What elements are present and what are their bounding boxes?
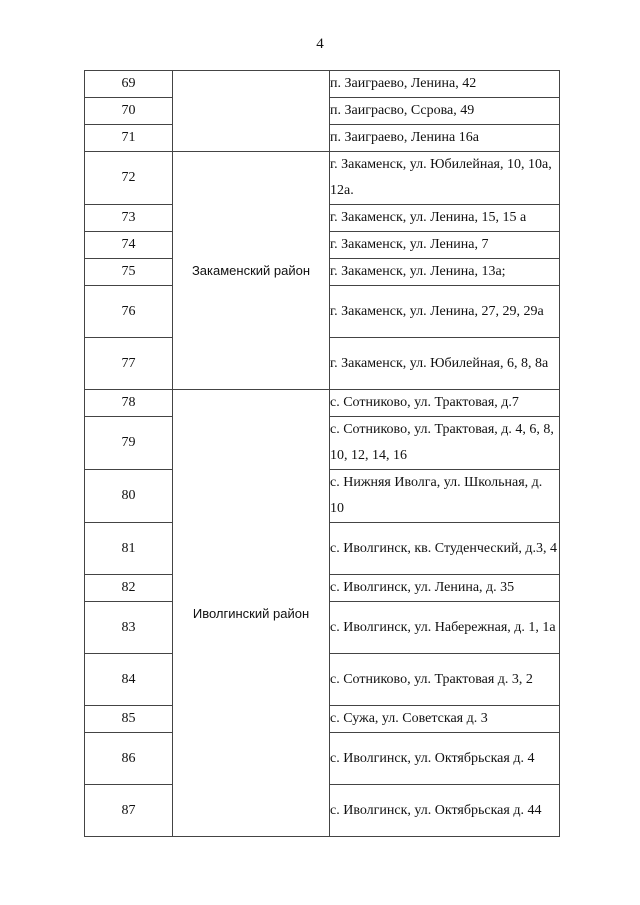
row-number: 70 xyxy=(85,98,173,125)
row-number: 75 xyxy=(85,259,173,286)
address-cell: г. Закаменск, ул. Ленина, 15, 15 а xyxy=(330,205,560,232)
district-cell xyxy=(173,71,330,152)
row-number: 71 xyxy=(85,125,173,152)
address-cell: п. Заиграево, Ленина, 42 xyxy=(330,71,560,98)
row-number: 77 xyxy=(85,338,173,390)
row-number: 86 xyxy=(85,733,173,785)
address-cell: с. Сотниково, ул. Трактовая д. 3, 2 xyxy=(330,654,560,706)
row-number: 84 xyxy=(85,654,173,706)
row-number: 74 xyxy=(85,232,173,259)
address-cell: г. Закаменск, ул. Юбилейная, 6, 8, 8а xyxy=(330,338,560,390)
district-cell: Иволгинский район xyxy=(173,390,330,837)
table-row xyxy=(85,152,560,205)
address-cell: г. Закаменск, ул. Ленина, 27, 29, 29а xyxy=(330,286,560,338)
address-cell: с. Иволгинск, кв. Студенческий, д.3, 4 xyxy=(330,523,560,575)
address-cell: с. Сужа, ул. Советская д. 3 xyxy=(330,706,560,733)
row-number: 78 xyxy=(85,390,173,417)
row-number: 79 xyxy=(85,417,173,470)
address-cell: с. Сотниково, ул. Трактовая, д.7 xyxy=(330,390,560,417)
row-number: 76 xyxy=(85,286,173,338)
row-number: 85 xyxy=(85,706,173,733)
district-cell: Закаменский район xyxy=(173,152,330,390)
address-cell: с. Иволгинск, ул. Набережная, д. 1, 1а xyxy=(330,602,560,654)
row-number: 72 xyxy=(85,152,173,205)
row-number: 82 xyxy=(85,575,173,602)
row-number: 80 xyxy=(85,470,173,523)
row-number: 87 xyxy=(85,785,173,837)
address-cell: г. Закаменск, ул. Ленина, 13а; xyxy=(330,259,560,286)
address-cell: с. Нижняя Иволга, ул. Школьная, д. 10 xyxy=(330,470,560,523)
address-cell: с. Иволгинск, ул. Октябрьская д. 4 xyxy=(330,733,560,785)
address-cell: с. Иволгинск, ул. Октябрьская д. 44 xyxy=(330,785,560,837)
address-cell: п. Заиграево, Ленина 16а xyxy=(330,125,560,152)
table-row xyxy=(85,390,560,417)
table-body xyxy=(85,71,560,837)
address-cell: с. Сотниково, ул. Трактовая, д. 4, 6, 8, 10, 12, 14, 16 xyxy=(330,417,560,470)
address-cell: г. Закаменск, ул. Ленина, 7 xyxy=(330,232,560,259)
page-number: 4 xyxy=(316,36,324,52)
address-cell: п. Заиграсво, Ссрова, 49 xyxy=(330,98,560,125)
address-table xyxy=(84,70,560,837)
row-number: 81 xyxy=(85,523,173,575)
row-number: 83 xyxy=(85,602,173,654)
address-cell: с. Иволгинск, ул. Ленина, д. 35 xyxy=(330,575,560,602)
row-number: 73 xyxy=(85,205,173,232)
row-number: 69 xyxy=(85,71,173,98)
address-cell: г. Закаменск, ул. Юбилейная, 10, 10а, 12а. xyxy=(330,152,560,205)
table-row xyxy=(85,71,560,98)
